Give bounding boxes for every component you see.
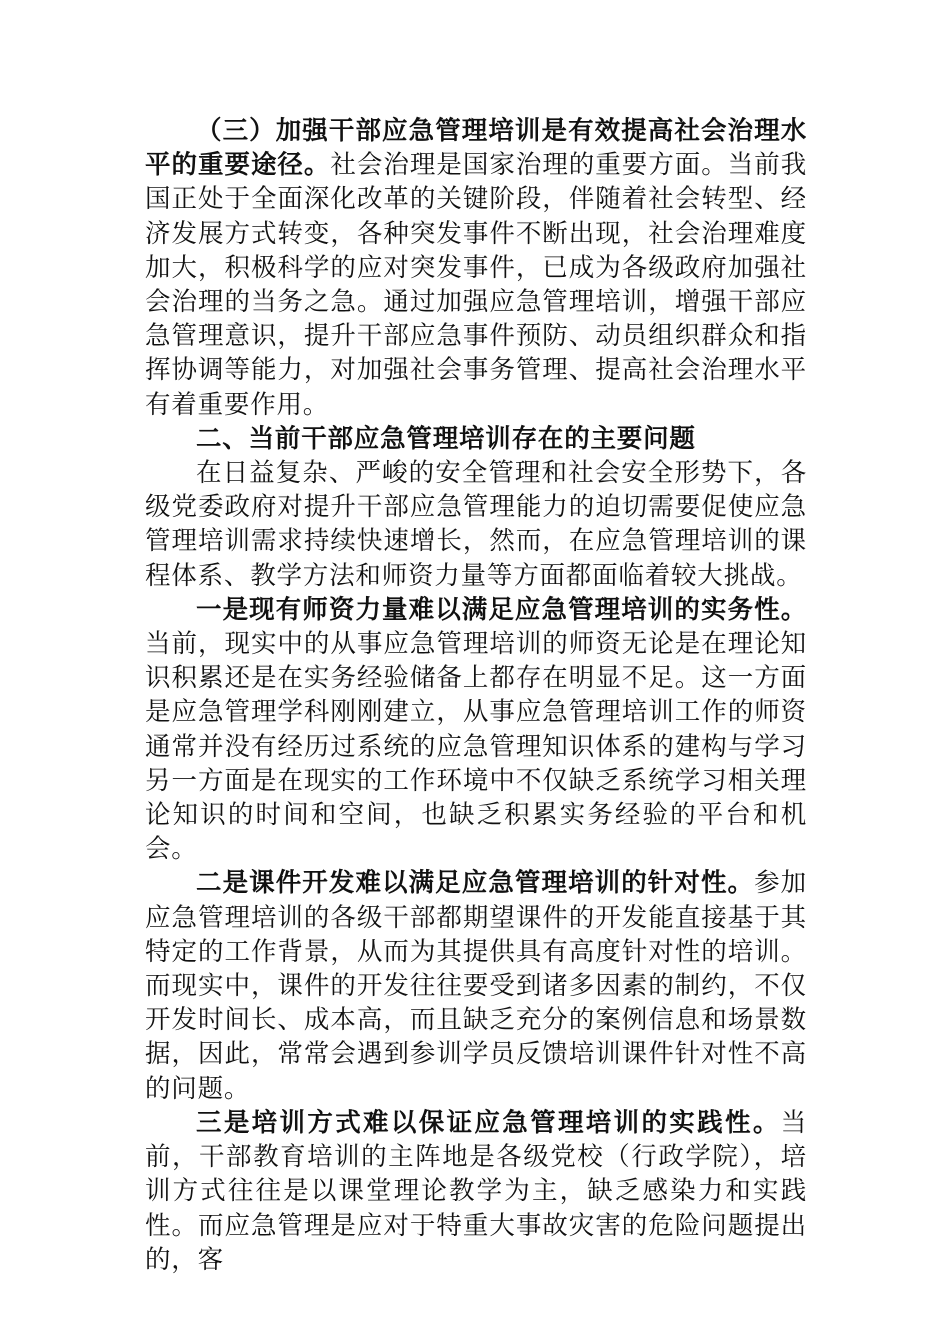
paragraph-body: 当前，现实中的从事应急管理培训的师资无论是在理论知识积累还是在实务经验储备上都存在明显不足。这一方面是应急管理学科刚刚建立，从事应急管理培训工作的师资通常并没有经历过系统的应急管理知识体系的建构与学习另一方面是在现实的工作环境中不仅缺乏系统学习相关理论知识的时间和空间，也缺乏积累实务经验的平台和机会。 [145, 629, 807, 865]
document-page [145, 114, 807, 1277]
paragraph-problem-1 [145, 593, 807, 867]
paragraph-problem-2 [145, 866, 807, 1105]
paragraph-body: 当前，干部教育培训的主阵地是各级党校（行政学院），培训方式往往是以课堂理论教学为主，缺乏感染力和实践性。而应急管理是应对于特重大事故灾害的危险问题提出的，客 [145, 1107, 807, 1275]
paragraph-body: 社会治理是国家治理的重要方面。当前我国正处于全面深化改革的关键阶段，伴随着社会转型、经济发展方式转变，各种突发事件不断出现，社会治理难度加大，积极科学的应对突发事件，已成为各级政府加强社会治理的当务之急。通过加强应急管理培训，增强干部应急管理意识，提升干部应急事件预防、动员组织群众和指挥协调等能力，对加强社会事务管理、提高社会治理水平有着重要作用。 [145, 150, 807, 420]
paragraph-body: 参加应急管理培训的各级干部都期望课件的开发能直接基于其特定的工作背景，从而为其提供具有高度针对性的培训。而现实中，课件的开发往往要受到诸多因素的制约，不仅开发时间长、成本高，而且缺乏充分的案例信息和场景数据，因此，常常会遇到参训学员反馈培训课件针对性不高的问题。 [145, 868, 807, 1104]
paragraph-lead: 二是课件开发难以满足应急管理培训的针对性。 [196, 868, 755, 899]
paragraph-lead: （三）加强干部应急管理培训是有效提高社会治理水平的重要途径。 [145, 116, 807, 181]
paragraph-lead: 三是培训方式难以保证应急管理培训的实践性。 [196, 1107, 781, 1138]
paragraph-problem-3 [145, 1106, 807, 1277]
section-heading-2: 二、当前干部应急管理培训存在的主要问题 [196, 423, 696, 454]
paragraph-intro-problems [145, 456, 807, 593]
paragraph-body: 在日益复杂、严峻的安全管理和社会安全形势下，各级党委政府对提升干部应急管理能力的迫切需要促使应急管理培训需求持续快速增长，然而，在应急管理培训的课程体系、教学方法和师资力量等方面都面临着较大挑战。 [145, 458, 807, 591]
paragraph-lead: 一是现有师资力量难以满足应急管理培训的实务性。 [196, 594, 807, 625]
paragraph-social-governance [145, 114, 807, 422]
